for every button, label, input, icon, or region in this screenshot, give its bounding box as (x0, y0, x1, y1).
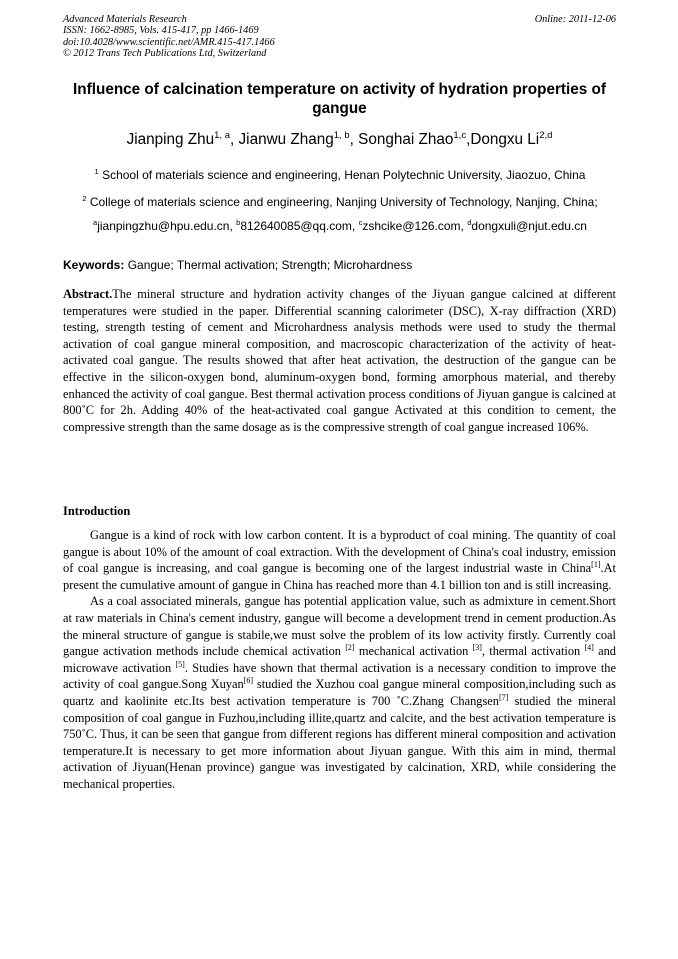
section-heading-introduction: Introduction (63, 504, 131, 518)
author-affiliation-mark: 1, b (333, 130, 350, 141)
journal-name: Advanced Materials Research (63, 14, 187, 25)
paragraph-text: .At present the cumulative amount of gangue in China has reached more than 4.1 billion ton and is still increasing. (63, 561, 616, 592)
online-date: Online: 2011-12-06 (534, 14, 616, 25)
email-link: zshcike@126.com, (362, 219, 468, 233)
keywords-label: Keywords: (63, 258, 125, 272)
affiliation-1: $^1$ School of materials science and engineering, Henan Polytechnic University, Jiaozuo, China (94, 167, 586, 182)
author-emails: $^a$jianpingzhu@hpu.edu.cn, $^b$812640085@qq.com, $^c$zshcike@126.com, $^d$dongxuli@njut.edu.cn (93, 218, 587, 233)
journal-header (63, 14, 616, 59)
paragraph-text: mechanical activation (354, 644, 473, 659)
citation-ref: [5] (175, 659, 185, 669)
abstract-label: Abstract. (63, 287, 113, 301)
citation-ref: [6] (243, 676, 254, 686)
paragraph (63, 593, 616, 792)
paragraph-text: studied the mineral composition of coal gangue in Fuzhou,including illite,quartz and calcite, and the best activation temperature is 750˚C. Thus, it can be seen that gangue from different regions has different mineral composition and activation temperature.It is necessary to get more information about Jiyuan gangue. With this aim in mind, thermal activation of Jiyuan(Henan province) gangue was investigated by calcination, XRD, while considering the mechanical properties. (63, 693, 616, 791)
author-affiliation-mark: 1,c (453, 130, 467, 141)
author-name: Jianping Zhu (126, 131, 215, 148)
citation-ref: [4] (584, 643, 594, 653)
email-link: jianpingzhu@hpu.edu.cn, (97, 219, 237, 233)
email-link: dongxuli@njut.edu.cn (471, 219, 587, 233)
keywords-text: Gangue; Thermal activation; Strength; Microhardness (124, 258, 413, 272)
paragraph-text: and microwave activation (63, 644, 616, 675)
abstract (63, 286, 616, 435)
paragraph-text: . Studies have shown that thermal activation is a necessary condition to improve the activity of coal gangue.Song Xuyan (63, 660, 616, 692)
email-link: 812640085@qq.com, (240, 219, 359, 233)
introduction-body (63, 527, 616, 793)
citation-ref: [1] (591, 560, 601, 570)
author-affiliation-mark: 2,d (539, 130, 553, 141)
paragraph-text: , thermal activation (481, 644, 585, 659)
citation-ref: [2] (345, 643, 355, 653)
citation-ref: [7] (498, 692, 509, 702)
keywords (63, 258, 616, 273)
author-name: Jianwu Zhang (238, 131, 334, 148)
paragraph (63, 527, 616, 593)
doi-line: doi:10.4028/www.scientific.net/AMR.415-417.1466 (63, 36, 275, 48)
author-name: Dongxu Li (470, 131, 540, 148)
citation-ref: [3] (472, 643, 482, 653)
paragraph-text: studied the Xuzhou coal gangue mineral composition,including such as quartz and kaolinite etc.Its best activation temperature is 700 ˚C.Zhang Changsen (63, 677, 616, 708)
copyright-line: © 2012 Trans Tech Publications Ltd, Switzerland (63, 47, 267, 59)
author-list: Jianping Zhu$^{1, a}$, Jianwu Zhang$^{1, b}$, Songhai Zhao$^{1,c}$,Dongxu Li$^{2,d}$ (126, 130, 553, 148)
paper-title: Influence of calcination temperature on activity of hydration properties of gangue (73, 81, 606, 117)
author-name: Songhai Zhao (358, 131, 454, 148)
abstract-text: The mineral structure and hydration activity changes of the Jiyuan gangue calcined at different temperatures were studied in the paper. Differential scanning calorimeter (DSC), X-ray diffraction (XRD) testing, strength testing of cement and Microhardness analysis methods were used to study the thermal activation of coal gangue mineral composition, and macroscopic characterization of the activity of heat-activated coal gangue. The results showed that after heat activation, the destruction of the gangue can be effective in the silicon-oxygen bond, aluminum-oxygen bond, forming amorphous material, and thereby enhanced the activity of coal gangue. Best thermal activation process conditions of Jiyuan gangue is calcined at 800˚C for 2h. Adding 40% of the heat-activated coal gangue Activated at this condition to cement, the compressive strength than the same dosage as is the compressive strength of coal gangue increased 106%. (63, 287, 616, 434)
author-affiliation-mark: 1, a (214, 130, 231, 141)
paragraph-text: As a coal associated minerals, gangue has potential application value, such as admixture in cement.Short at raw materials in China's cement industry, gangue will become a development trend in cement production.As the mineral structure of gangue is stabile,we must solve the problem of its low activity firstly. Currently coal gangue activation methods include chemical activation (63, 594, 616, 659)
affiliation-2: $^2$ College of materials science and engineering, Nanjing University of Technology, Nanjing, China; (82, 194, 598, 209)
paragraph-text: Gangue is a kind of rock with low carbon content. It is a byproduct of coal mining. The quantity of coal gangue is about 10% of the amount of coal extraction. With the development of China's coal industry, emission of coal gangue is increasing, and coal gangue is becoming one of the largest industrial waste in China (63, 528, 616, 576)
issn-line: ISSN: 1662-8985, Vols. 415-417, pp 1466-1469 (63, 25, 259, 37)
